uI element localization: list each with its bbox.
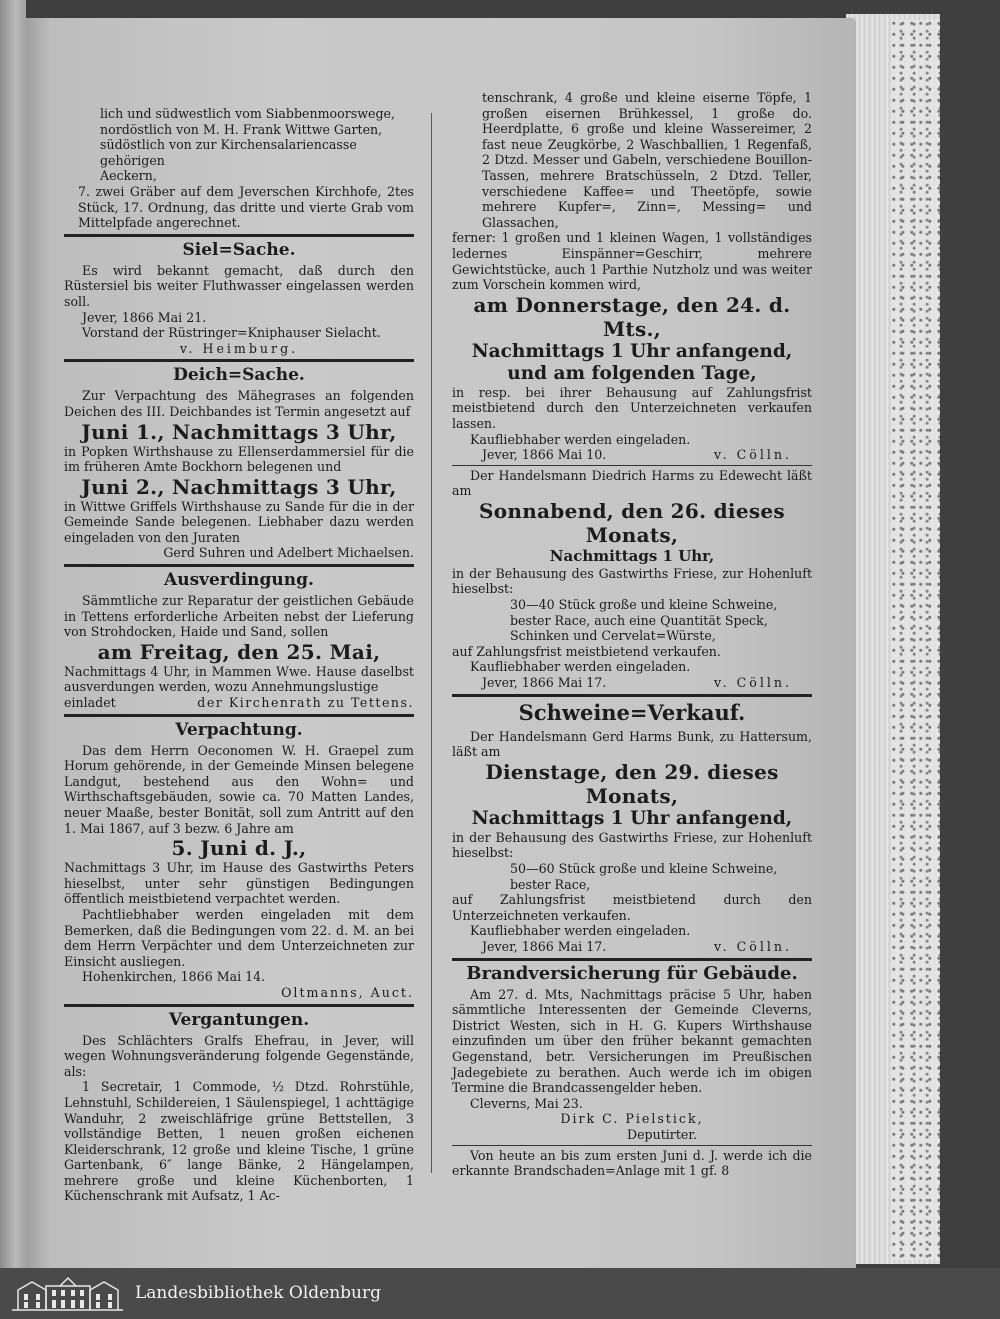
section-rule <box>64 564 414 567</box>
harms-place: in der Behausung des Gastwirths Friese, zur Hohenluft hieselbst: <box>452 565 812 597</box>
verpachtung-heading: Verpachtung. <box>175 719 303 740</box>
item-seven: 7. zwei Gräber auf dem Jeverschen Kirchhofe, 2tes Stück, 17. Ordnung, das dritte und vierte Grab vom Mittelpfade angerechnet. <box>78 183 414 231</box>
page-edge-speckle <box>892 20 940 1260</box>
schweine-place: in der Behausung des Gastwirths Friese, zur Hohenluft hieselbst: <box>452 829 812 861</box>
harms-terms: auf Zahlungsfrist meistbietend verkaufen. <box>452 643 721 659</box>
section-rule <box>452 465 812 466</box>
column-divider <box>431 113 432 1173</box>
schweine-invite: Kaufliebhaber werden eingeladen. <box>470 923 691 939</box>
ausverdingung-heading: Ausverdingung. <box>164 570 314 591</box>
schweine-intro: Der Handelsmann Gerd Harms Bunk, zu Hattersum, läßt am <box>452 728 812 760</box>
auction-signature: v. Cölln. <box>713 447 792 463</box>
section-rule <box>64 359 414 362</box>
deich-date-two: Juni 2., Nachmittags 3 Uhr, <box>81 474 397 499</box>
harms-date-line: Jever, 1866 Mai 17. <box>482 675 607 691</box>
auction-time: Nachmittags 1 Uhr anfangend, <box>471 340 793 362</box>
right-column <box>452 90 812 1179</box>
deich-heading: Deich=Sache. <box>173 365 305 386</box>
auction-invite: Kaufliebhaber werden eingeladen. <box>470 431 691 447</box>
schweine-terms: auf Zahlungsfrist meistbietend durch den Unterzeichneten verkaufen. <box>452 892 812 923</box>
schweine-item: bester Race, <box>510 876 591 892</box>
auction-date: am Donnerstage, den 24. d. Mts., <box>473 292 791 341</box>
siel-heading: Siel=Sache. <box>182 239 296 260</box>
deich-signature: Gerd Suhren und Adelbert Michaelsen. <box>163 545 414 561</box>
section-rule <box>64 1004 414 1007</box>
deich-date-one: Juni 1., Nachmittags 3 Uhr, <box>81 419 397 444</box>
schweine-time: Nachmittags 1 Uhr anfangend, <box>471 807 793 829</box>
deich-place-one: in Popken Wirthshause zu Ellenserdammersiel für die im früheren Amte Bockhorn belegenen und <box>64 443 414 475</box>
auction-date-line: Jever, 1866 Mai 10. <box>482 447 607 463</box>
intro-line: Aeckern, <box>100 168 157 184</box>
section-rule <box>64 234 414 237</box>
siel-board: Vorstand der Rüstringer=Kniphauser Sielacht. <box>82 325 381 341</box>
vergantungen-heading: Vergantungen. <box>168 1009 310 1030</box>
section-rule <box>452 694 812 697</box>
library-name: Landesbibliothek Oldenburg <box>135 1283 382 1303</box>
harms-time: Nachmittags 1 Uhr, <box>549 546 715 565</box>
brand-heading: Brandversicherung für Gebäude. <box>466 962 798 984</box>
deich-intro: Zur Verpachtung des Mähegrases an folgenden Deichen des III. Deichbandes ist Termin angesetzt auf <box>64 388 414 419</box>
deich-place-two: in Wittwe Griffels Wirthshause zu Sande für die in der Gemeinde Sande belegenen. Liebhaber dazu werden eingeladen von den Juraten <box>64 498 414 545</box>
brand-body: Am 27. d. Mts, Nachmittags präcise 5 Uhr, haben sämmtliche Interessenten der Gemeinde Cleverns, District Westen, sich in H. G. Kupers Wirthshause einzufinden um über den früher bekannt gemachten Gegenstand, betr. Versicherungen im Preußischen Jadegebiete zu berathen. Auch werde ich im obigen Termine die Brandcassengelder heben. <box>452 986 812 1096</box>
intro-line: südöstlich von zur Kirchensalariencasse gehörigen <box>100 137 357 168</box>
verpachtung-body: Das dem Herrn Oeconomen W. H. Graepel zum Horum gehörende, in der Gemeinde Minsen belegene Landgut, bestehend aus den Wohn= und Wirthschaftsgebäuden, sowie ca. 70 Matten Landes, neuer Maaße, bester Bonität, soll zum Antritt auf den 1. Mai 1867, auf 3 bezw. 6 Jahre am <box>64 742 414 836</box>
library-building-icon <box>10 1276 125 1312</box>
ausverdingung-body-two: Nachmittags 4 Uhr, in Mammen Wwe. Hause daselbst ausverdungen werden, wozu Annehmungslustige <box>64 663 414 695</box>
library-footer <box>0 1268 1000 1319</box>
intro-line: lich und südwestlich vom Siabbenmoorswege, <box>100 106 395 121</box>
ausverdingung-closing-left: einladet <box>64 695 116 711</box>
section-rule <box>64 714 414 717</box>
ausverdingung-date: am Freitag, den 25. Mai, <box>97 639 381 664</box>
left-column <box>64 106 414 1204</box>
harms-date: Sonnabend, den 26. dieses Monats, <box>478 498 785 547</box>
auction-place: in resp. bei ihrer Behausung auf Zahlungsfrist meistbietend durch den Unterzeichneten verkaufen lassen. <box>452 384 812 431</box>
continued-items: tenschrank, 4 große und kleine eiserne Töpfe, 1 großen eisernen Brühkessel, 1 große do. Heerdplatte, 6 große und kleine Wassereimer, 2 fast neue Zeugkörbe, 2 Waschballien, 1 Regenfaß, 2 Dtzd. Messer und Gabeln, verschiedene Bouillon-Tassen, mehrere Bratschüsseln, 2 Dtzd. Teller, verschiedene Kaffee= und Theetöpfe, sowie mehrere Kupfer=, Zinn=, Messing= und Glassachen, <box>482 90 812 230</box>
verpachtung-body-three: Pachtliebhaber werden eingeladen mit dem Bemerken, daß die Bedingungen vom 22. d. M. an bei dem Herrn Verpächter und dem Unterzeichneten zur Einsicht ausliegen. <box>64 906 414 969</box>
auction-follow-day: und am folgenden Tage, <box>507 362 757 384</box>
schweine-heading: Schweine=Verkauf. <box>518 699 746 725</box>
section-rule <box>452 1145 812 1146</box>
siel-body: Es wird bekannt gemacht, daß durch den Rüstersiel bis weiter Fluthwasser eingelassen werden soll. <box>64 262 414 309</box>
brand-role: Deputirter. <box>627 1126 697 1142</box>
harms-invite: Kaufliebhaber werden eingeladen. <box>470 659 691 675</box>
auction-footer <box>452 447 812 463</box>
schweine-item: 50—60 Stück große und kleine Schweine, <box>510 861 778 876</box>
harms-footer <box>452 675 812 691</box>
verpachtung-place-date: Hohenkirchen, 1866 Mai 14. <box>82 969 266 985</box>
harms-item: Schinken und Cervelat=Würste, <box>510 628 716 644</box>
verpachtung-signature: Oltmanns, Auct. <box>281 984 414 1000</box>
newspaper-page <box>26 18 856 1268</box>
schweine-date: Dienstage, den 29. dieses Monats, <box>485 759 779 808</box>
ausverdingung-closing <box>64 695 414 711</box>
harms-item: 30—40 Stück große und kleine Schweine, <box>510 597 778 613</box>
ferner-items: ferner: 1 großen und 1 kleinen Wagen, 1 vollständiges ledernes Einspänner=Geschirr, mehrere Gewichtstücke, auch 1 Parthie Nutzholz und was weiter zum Vorschein kommen wird, <box>452 230 812 293</box>
harms-signature: v. Cölln. <box>713 675 792 691</box>
closing-notice: Von heute an bis zum ersten Juni d. J. werde ich die erkannte Brandschaden=Anlage mit 1 gf. 8 <box>452 1147 812 1179</box>
vergantungen-items: 1 Secretair, 1 Commode, ½ Dtzd. Rohrstühle, Lehnstuhl, Schildereien, 1 Säulenspiegel, 1 achttägige Wanduhr, 2 zweischläfrige grüne Bettstellen, 3 vollständige Betten, 1 neuen großen eichenen Kleiderschrank, 12 große und kleine Tische, 1 grüne Gartenbank, 6″ lange Bänke, 2 Hängelampen, mehrere große und kleine Küchenborten, 1 Küchenschrank mit Aufsatz, 1 Ac- <box>64 1079 414 1204</box>
schweine-date-line: Jever, 1866 Mai 17. <box>482 938 607 954</box>
ausverdingung-signature: der Kirchenrath zu Tettens. <box>197 695 414 711</box>
schweine-footer <box>452 939 812 955</box>
verpachtung-body-two: Nachmittags 3 Uhr, im Hause des Gastwirths Peters hieselbst, unter sehr günstigen Bedingungen öffentlich meistbietend verpachtet werden. <box>64 860 414 907</box>
vergantungen-intro: Des Schlächters Gralfs Ehefrau, in Jever, will wegen Wohnungsveränderung folgende Gegenstände, als: <box>64 1032 414 1079</box>
siel-signature: v. Heimburg. <box>179 340 299 356</box>
harms-item: bester Race, auch eine Quantität Speck, <box>510 612 768 628</box>
harms-intro: Der Handelsmann Diedrich Harms zu Edewecht läßt am <box>452 467 812 499</box>
siel-date: Jever, 1866 Mai 21. <box>82 309 207 325</box>
section-rule <box>452 958 812 961</box>
ausverdingung-body: Sämmtliche zur Reparatur der geistlichen Gebäude in Tettens erforderliche Arbeiten nebst der Lieferung von Strohdocken, Haide und Sand, sollen <box>64 593 414 640</box>
schweine-signature: v. Cölln. <box>713 938 792 954</box>
brand-date: Cleverns, Mai 23. <box>470 1095 583 1111</box>
intro-line: nordöstlich von M. H. Frank Wittwe Garten, <box>100 121 383 137</box>
brand-signature: Dirk C. Pielstick, <box>560 1111 704 1127</box>
verpachtung-date: 5. Juni d. J., <box>171 836 307 861</box>
left-page-edge <box>0 0 26 1268</box>
